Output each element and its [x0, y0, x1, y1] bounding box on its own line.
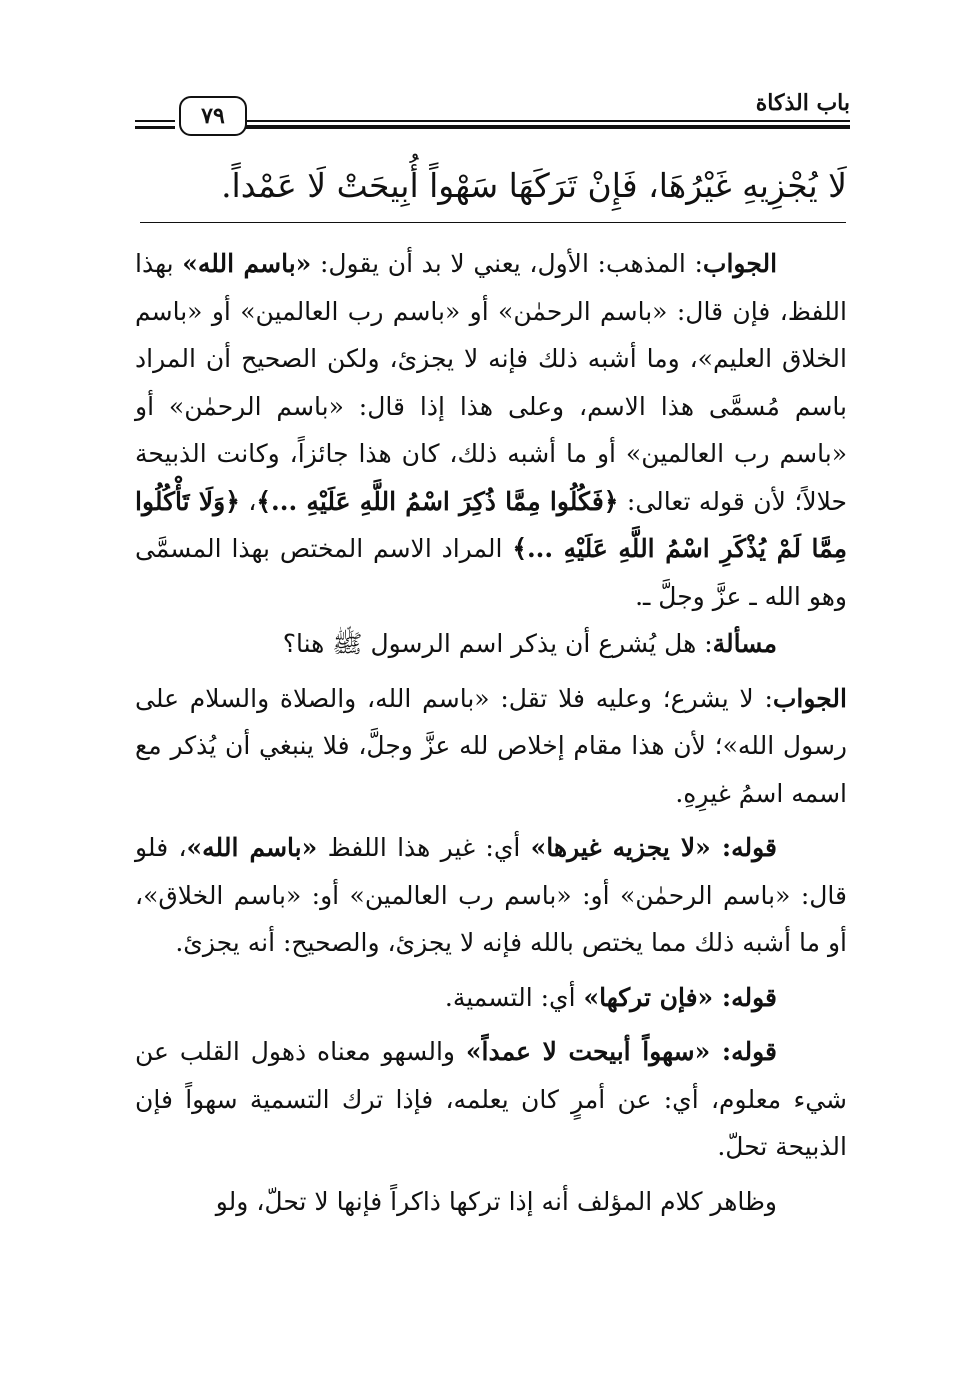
quoted-phrase: «لا يجزيه غيرها» [530, 833, 722, 862]
qawluhu-label: قوله: [721, 1037, 777, 1066]
paragraph-qawluhu-2 [135, 974, 847, 1022]
header-rule [135, 126, 175, 129]
header-rule [245, 120, 850, 122]
paragraph-continued [135, 1178, 847, 1226]
header-rule [135, 120, 175, 122]
quoted-phrase: «باسم الله» [182, 249, 312, 278]
quran-verse: ﴿فَكُلُوا مِمَّا ذُكِرَ اسْمُ اللَّهِ عَلَيْهِ ...﴾ [256, 486, 619, 516]
quoted-phrase: «فإن تركها» [583, 982, 722, 1012]
paragraph-text: : لا يشرع؛ وعليه فلا تقل: «باسم الله، والصلاة والسلام على رسول الله»؛ لأن هذا مقام إخلاص لله عزَّ وجلَّ، فلا ينبغي أن يُذكر مع اسمه اسمُ غيرِهِ. [135, 683, 847, 808]
paragraph-text: المراد الاسم المختص بهذا المسمَّى وهو الله ـ عزَّ وجلَّ ـ. [135, 534, 847, 611]
matn-separator [140, 222, 846, 223]
question-label: مسألة [712, 629, 777, 658]
paragraph-qawluhu-3 [135, 1028, 847, 1171]
commentary-body [135, 240, 847, 1225]
paragraph-answer-1 [135, 240, 847, 620]
paragraph-text: بهذا اللفظ، فإن قال: «باسم الرحمٰن» أو «باسم رب العالمين» أو «باسم الخلاق العليم»، وما أشبه ذلك فإنه لا يجزئ، ولكن الصحيح أن المراد باسم مُسمَّى هذا الاسم، وعلى هذا إذا قال: «باسم الرحمٰن» أو «باسم رب العالمين» أو ما أشبه ذلك، كان هذا جائزاً، وكانت الذبيحة حلالاً؛ لأن قوله تعالى: [135, 249, 847, 516]
paragraph-text: : هل يُشرع أن يذكر اسم الرسول ﷺ هنا؟ [282, 629, 713, 658]
quoted-phrase: «سهواً أبيحت لا عمداً» [465, 1037, 722, 1066]
qawluhu-label: قوله: [721, 982, 777, 1012]
header-rule [245, 125, 850, 129]
paragraph-answer-2 [135, 675, 847, 818]
paragraph-text: والسهو معناه ذهول القلب عن شيء معلوم، أي: عن أمرٍ كان يعلمه، فإذا ترك التسمية سهواً فإن الذبيحة تحلّ. [135, 1037, 847, 1161]
paragraph-text: ، [239, 486, 257, 516]
matn-text: لَا يُجْزِيهِ غَيْرُهَا، فَإِنْ تَرَكَهَا سَهْواً أُبِيحَتْ لَا عَمْداً. [221, 166, 847, 205]
paragraph-text: وظاهر كلام المؤلف أنه إذا تركها ذاكراً فإنها لا تحلّ، ولو [215, 1186, 777, 1216]
page-number-box [179, 96, 247, 136]
paragraph-qawluhu-1 [135, 824, 847, 967]
paragraph-question [135, 620, 847, 668]
page-header [135, 88, 850, 148]
answer-label: الجواب [702, 249, 778, 278]
page-number: ٧٩ [201, 103, 225, 129]
quoted-phrase: «باسم الله» [186, 833, 318, 862]
paragraph-text: أي: التسمية. [444, 982, 584, 1012]
quran-verse: ﴿وَلَا تَأْكُلُوا مِمَّا لَمْ يُذْكَرِ اسْمُ اللَّهِ عَلَيْهِ ...﴾ [135, 486, 847, 563]
paragraph-text: ، فلو قال: «باسم الرحمٰن» أو: «باسم رب العالمين» أو: «باسم الخلاق»، أو ما أشبه ذلك مما يختص بالله فإنه لا يجزئ، والصحيح: أنه يجزئ. [135, 833, 847, 957]
answer-label: الجواب [772, 683, 847, 713]
qawluhu-label: قوله: [721, 833, 777, 862]
paragraph-text: أي: غير هذا اللفظ [317, 833, 531, 862]
paragraph-text: : المذهب: الأول، يعني لا بد أن يقول: [311, 249, 703, 278]
chapter-title: باب الذكاة [755, 90, 850, 116]
